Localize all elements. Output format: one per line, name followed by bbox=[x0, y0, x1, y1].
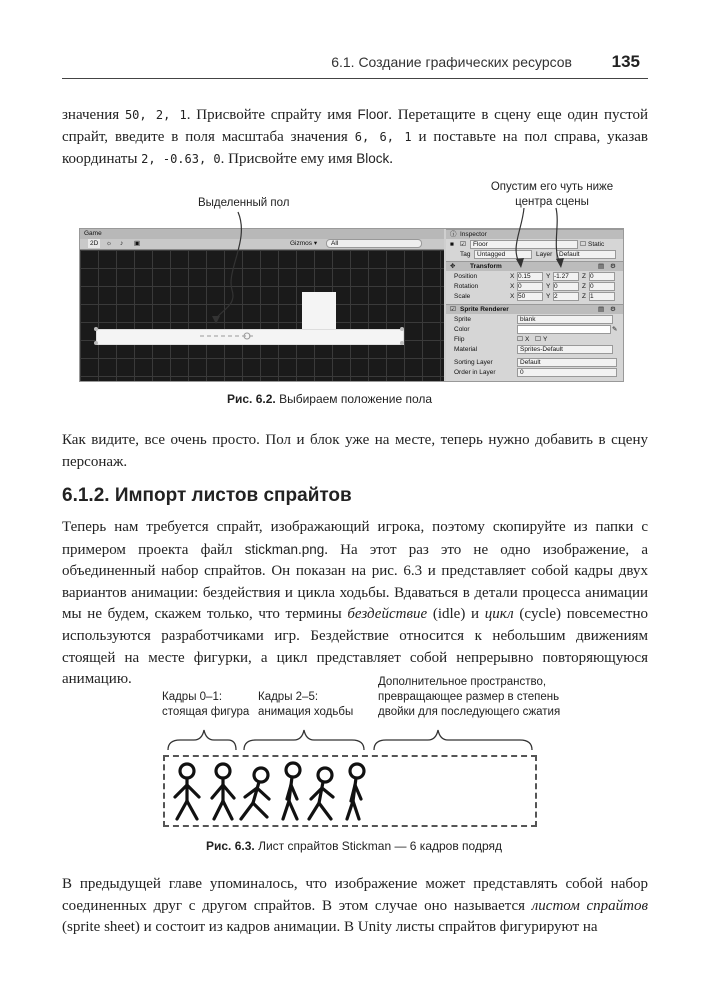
material-field[interactable]: Sprites-Default bbox=[517, 345, 613, 354]
image-icon[interactable]: ▣ bbox=[134, 240, 141, 247]
aspect-dropdown[interactable]: 2D bbox=[90, 240, 99, 247]
paragraph-sprite-import bbox=[62, 517, 648, 691]
axis-x-label: X bbox=[510, 273, 515, 280]
game-tab[interactable]: Game bbox=[84, 230, 102, 237]
stickman-frame-4 bbox=[309, 768, 333, 819]
scale-z-field[interactable]: 1 bbox=[589, 292, 615, 301]
label-line: Дополнительное пространство, bbox=[378, 676, 547, 688]
gizmos-dropdown[interactable]: Gizmos ▾ bbox=[290, 240, 318, 247]
position-y-field[interactable]: -1.27 bbox=[553, 272, 579, 281]
caption-number: Рис. 6.3. bbox=[206, 839, 255, 853]
layer-label: Layer bbox=[536, 251, 553, 258]
eyedropper-icon[interactable]: ✎ bbox=[612, 326, 618, 333]
section-heading: 6.1.2. Импорт листов спрайтов bbox=[62, 485, 352, 506]
label-line: превращающее размер в степень bbox=[378, 691, 560, 703]
static-checkbox[interactable]: ☐ bbox=[580, 241, 586, 248]
text-run: (sprite sheet) и состоит из кадров анимации. В Unity листы спрайтов фигурируют на bbox=[62, 919, 598, 936]
code-value: 2, -0.63, 0 bbox=[141, 152, 221, 167]
caption-text: Лист спрайтов Stickman — 6 кадров подряд bbox=[254, 839, 503, 853]
active-checkbox[interactable]: ☑ bbox=[460, 241, 466, 248]
info-icon: ⓘ bbox=[450, 231, 457, 238]
running-header bbox=[62, 52, 648, 78]
object-name: Block bbox=[356, 151, 390, 167]
file-name: stickman.png bbox=[244, 541, 325, 557]
stickman-frame-5 bbox=[347, 764, 364, 819]
scale-x-field[interactable]: 50 bbox=[517, 292, 543, 301]
scale-y-field[interactable]: 2 bbox=[553, 292, 579, 301]
label-line: стоящая фигура bbox=[162, 706, 250, 718]
paragraph-floor-done: Как видите, все очень просто. Пол и блок уже на месте, теперь нужно добавить в сцену персонаж. bbox=[62, 432, 648, 470]
sprite-sheet bbox=[163, 755, 537, 827]
axis-y-label: Y bbox=[546, 273, 551, 280]
label-extra-space bbox=[378, 675, 560, 720]
axis-z-label: Z bbox=[582, 293, 586, 300]
callout-selected-floor: Выделенный пол bbox=[198, 197, 290, 209]
text-run: (cycle) повсеместно используются разработчиками игр. Бездействие относится к небольшим движениям стоящей на месте фигурки, а цикл представляет собой непрерывно повторяющуюся анимацию. bbox=[62, 606, 648, 688]
axis-x-label: X bbox=[510, 283, 515, 290]
rotation-y-field[interactable]: 0 bbox=[553, 282, 579, 291]
text-run: Теперь нам требуется спрайт, изображающий игрока, поэтому скопируйте из папки с примером проекта файл bbox=[62, 519, 648, 558]
text-run: . Присвойте ему имя bbox=[220, 151, 357, 168]
axis-x-label: X bbox=[510, 293, 515, 300]
running-header-title: 6.1. Создание графических ресурсов bbox=[331, 54, 572, 70]
position-x-field[interactable]: 0.15 bbox=[517, 272, 543, 281]
frame-braces bbox=[0, 724, 709, 754]
flip-label: Flip bbox=[454, 336, 465, 343]
object-name: Floor bbox=[357, 107, 389, 122]
header-rule bbox=[62, 78, 648, 79]
inspector-tab[interactable]: Inspector bbox=[460, 231, 487, 238]
text-run: значения bbox=[62, 107, 125, 123]
gear-icon[interactable]: ⚙ bbox=[610, 263, 616, 270]
order-field[interactable]: 0 bbox=[517, 368, 617, 377]
layer-dropdown[interactable]: Default bbox=[556, 250, 616, 259]
book-icon[interactable]: ▤ bbox=[598, 306, 605, 313]
flip-x-checkbox[interactable]: ☐ bbox=[517, 336, 523, 343]
audio-icon[interactable]: ♪ bbox=[120, 240, 124, 247]
tag-label: Tag bbox=[460, 251, 471, 258]
caption-text: Выбираем положение пола bbox=[275, 392, 433, 406]
text-run: и поставьте на пол справа, указав координаты bbox=[62, 128, 648, 168]
gear-icon[interactable]: ⚙ bbox=[610, 306, 616, 313]
position-label: Position bbox=[454, 273, 478, 280]
hierarchy-search[interactable]: All bbox=[326, 239, 422, 248]
axis-y-label: Y bbox=[546, 283, 551, 290]
order-label: Order in Layer bbox=[454, 369, 496, 376]
text-run: . На этот раз это не одно изображение, а объединенный набор спрайтов. Он показан на рис. 6.3 и представляет собой кадры двух вариантов анимации: бездействия и цикла ходьбы. Вдаваться в детали процесса анимации мы не будем, скажем только, что термины bbox=[62, 541, 648, 623]
sorting-layer-dropdown[interactable]: Default bbox=[517, 358, 617, 367]
rotation-z-field[interactable]: 0 bbox=[589, 282, 615, 291]
flip-y-checkbox[interactable]: ☐ bbox=[535, 336, 541, 343]
stickman-frame-2 bbox=[241, 768, 269, 819]
sprite-field[interactable]: blank bbox=[517, 315, 613, 324]
caption-number: Рис. 6.2. bbox=[227, 392, 276, 406]
figure-6-3-caption bbox=[206, 839, 502, 853]
static-label: Static bbox=[588, 241, 605, 248]
label-frames-walk bbox=[258, 690, 353, 720]
tag-dropdown[interactable]: Untagged bbox=[474, 250, 532, 259]
book-icon[interactable]: ▤ bbox=[598, 263, 605, 270]
code-value: 6, 6, 1 bbox=[354, 129, 412, 144]
text-run: . Присвойте спрайту имя bbox=[186, 107, 358, 123]
rotation-label: Rotation bbox=[454, 283, 479, 290]
text-run: . bbox=[389, 151, 393, 168]
term-idle: бездействие bbox=[347, 606, 428, 623]
object-name-field[interactable]: Floor bbox=[470, 240, 578, 249]
label-line: анимация ходьбы bbox=[258, 706, 354, 718]
color-label: Color bbox=[454, 326, 470, 333]
stickman-frame-3 bbox=[283, 763, 300, 819]
page-number: 135 bbox=[611, 52, 640, 71]
sun-icon[interactable]: ☼ bbox=[106, 240, 112, 247]
cube-icon: ■ bbox=[450, 241, 454, 248]
label-line: Кадры 0–1: bbox=[162, 691, 223, 703]
callout-line: Опустим его чуть ниже bbox=[490, 181, 614, 193]
figure-6-2-caption bbox=[227, 392, 432, 406]
axis-y-label: Y bbox=[546, 293, 551, 300]
axis-z-label: Z bbox=[582, 283, 586, 290]
axis-z-label: Z bbox=[582, 273, 586, 280]
sprite-renderer-label: Sprite Renderer bbox=[460, 306, 509, 313]
term-sprite-sheet: листом спрайтов bbox=[531, 897, 648, 914]
callout-line: центра сцены bbox=[515, 196, 589, 208]
sprite-label: Sprite bbox=[454, 316, 471, 323]
component-checkbox[interactable]: ☑ bbox=[450, 306, 456, 313]
label-line: двойки для последующего сжатия bbox=[378, 706, 561, 718]
text-run: (idle) и bbox=[427, 606, 485, 623]
code-value: 50, 2, 1 bbox=[124, 108, 187, 122]
text-run: . Перетащите в сцену еще один пустой спрайт, введите в поля масштаба значения bbox=[62, 107, 649, 145]
stickman-frames bbox=[165, 757, 535, 825]
scale-label: Scale bbox=[454, 293, 471, 300]
term-cycle: цикл bbox=[484, 606, 514, 623]
material-label: Material bbox=[454, 346, 478, 353]
stickman-frame-1 bbox=[212, 764, 234, 819]
paragraph-intro bbox=[62, 104, 648, 171]
paragraph-sprite-sheet bbox=[62, 874, 648, 939]
rotation-x-field[interactable]: 0 bbox=[517, 282, 543, 291]
text-run: В предыдущей главе упоминалось, что изображение может представлять собой набор соединенных друг с другом спрайтов. В этом случае оно называется bbox=[62, 876, 648, 914]
axis-x-label: X bbox=[525, 336, 530, 343]
stickman-frame-0 bbox=[175, 764, 199, 819]
sorting-layer-label: Sorting Layer bbox=[454, 359, 493, 366]
label-line: Кадры 2–5: bbox=[258, 691, 319, 703]
axis-y-label: Y bbox=[543, 336, 548, 343]
transform-icon: ✥ bbox=[450, 263, 456, 270]
transform-label: Transform bbox=[470, 263, 502, 270]
position-z-field[interactable]: 0 bbox=[589, 272, 615, 281]
label-frames-idle bbox=[162, 690, 249, 720]
